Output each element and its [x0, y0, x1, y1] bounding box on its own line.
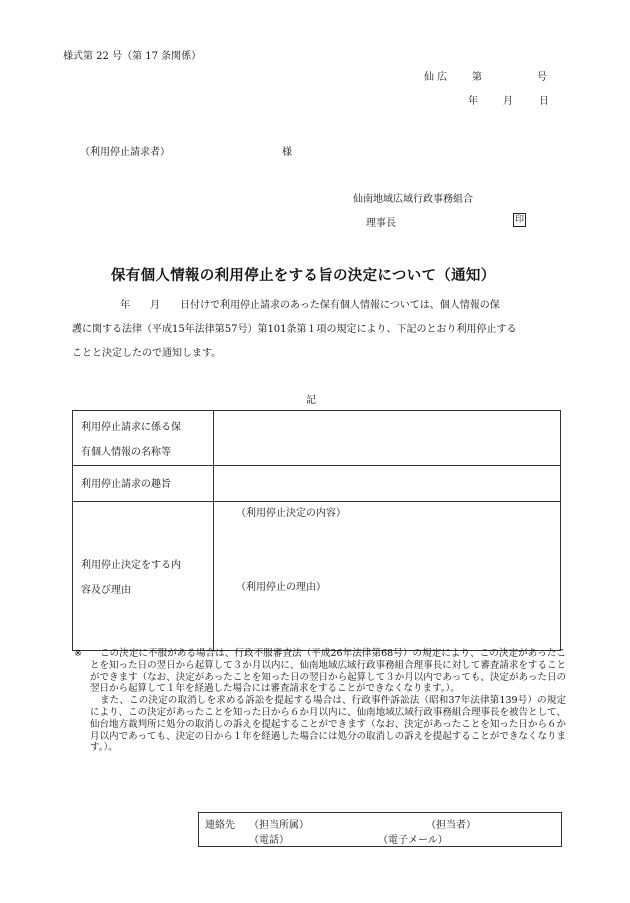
row-value-info-name [214, 411, 561, 466]
appeal-notice [76, 648, 566, 754]
form-number: 様式第 22 号（第 17 条関係） [63, 51, 202, 62]
body-line-1: 年 月 日付けで利用停止請求のあった保有個人情報については、個人情報の保 [120, 300, 500, 311]
row-value-purpose [214, 466, 561, 502]
contact-phone: （電話） [249, 835, 289, 846]
contact-department: （担当所属） [249, 820, 309, 831]
decision-reason-label: （利用停止の理由） [236, 582, 326, 593]
addressee-honorific: 様 [282, 147, 292, 158]
table-row [73, 502, 561, 651]
decision-table [72, 410, 561, 651]
date-year: 年 [468, 96, 478, 107]
sender-organization: 仙南地域広域行政事務組合 [353, 194, 473, 205]
contact-label: 連絡先 [205, 820, 235, 831]
doc-number-suffix: 号 [537, 72, 547, 83]
row-value-decision [214, 502, 561, 651]
contact-box [198, 812, 562, 847]
doc-number-prefix: 仙 広 [424, 72, 448, 83]
note-paragraph-lawsuit: また、この決定の取消しを求める訴訟を提起する場合は、行政事件訴訟法（昭和37年法律第139号）の規定により、この決定があったことを知った日から６か月以内に、仙南地域広域行政事務組合理事長を被告として、仙台地方裁判所に処分の取消しの訴えを提起することができます（なお、決定があったことを知った日から６か月以内であっても、決定の日から１年を経過した場合には処分の取消しの訴えを提起することができなくなります。）。 [90, 695, 566, 754]
body-line-2: 護に関する法律（平成15年法律第57号）第101条第１項の規定により、下記のとおり利用停止する [72, 324, 517, 335]
sender-title: 理事長 [366, 218, 396, 229]
contact-person: （担当者） [426, 820, 476, 831]
decision-content-label: （利用停止決定の内容） [236, 508, 346, 519]
contact-email: （電子メール） [378, 835, 448, 846]
table-row [73, 411, 561, 466]
ki-heading: 記 [306, 395, 316, 406]
seal-mark: 印 [515, 215, 525, 225]
doc-number-mid: 第 [472, 72, 482, 83]
table-row [73, 466, 561, 502]
row-label-purpose: 利用停止請求の趣旨 [73, 466, 214, 502]
body-line-3: ことと決定したので通知します。 [72, 348, 222, 359]
addressee-label: （利用停止請求者） [80, 147, 170, 158]
document-title: 保有個人情報の利用停止をする旨の決定について（通知） [111, 268, 496, 284]
note-paragraph-appeal: この決定に不服がある場合は、行政不服審査法（平成26年法律第68号）の規定により、この決定があったことを知った日の翌日から起算して３か月以内に、仙南地域広域行政事務組合理事長に対して審査請求をすることができます（なお、決定があったことを知った日の翌日から起算して３か月以内であっても、決定があった日の翌日から起算して１年を経過した場合には審査請求をすることができなくなります。）。 [90, 648, 566, 695]
row-label-decision: 利用停止決定をする内 容及び理由 [73, 502, 214, 651]
note-mark: ※ [74, 648, 82, 659]
date-month: 月 [503, 96, 513, 107]
row-label-info-name: 利用停止請求に係る保 有個人情報の名称等 [73, 411, 214, 466]
date-day: 日 [539, 96, 549, 107]
